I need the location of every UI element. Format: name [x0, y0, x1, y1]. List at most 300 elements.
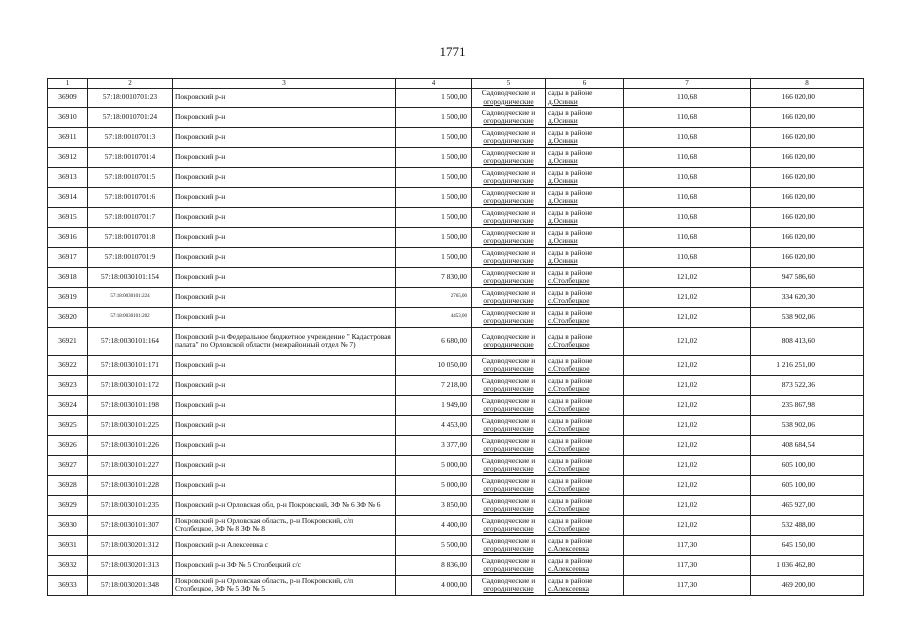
table-row [48, 227, 864, 247]
cell-cadastral-number: 57:18:0030201:312 [88, 535, 173, 555]
location-line-1: сады в районе [548, 535, 593, 545]
land-use-line-1: Садоводческие и [481, 555, 536, 565]
land-use-line-1: Садоводческие и [481, 207, 536, 217]
cell-area: 1 500,00 [396, 207, 472, 227]
header-cell: 3 [173, 79, 396, 89]
location-line-2: с.Столбецкое [548, 484, 590, 494]
table-row [48, 287, 864, 307]
cell-land-use [472, 167, 546, 187]
land-use-line-2: огороднические [483, 256, 534, 266]
cell-number: 36913 [48, 167, 88, 187]
land-use-line-2: огороднические [483, 276, 534, 286]
cell-cadastral-number: 57:18:0030101:154 [88, 267, 173, 287]
cell-cadastral-value: 645 150,00 [751, 535, 864, 555]
cell-location [546, 207, 624, 227]
land-use-line-2: огороднические [483, 216, 534, 226]
cell-specific-value: 110,68 [624, 147, 751, 167]
land-use-line-2: огороднические [483, 584, 534, 594]
cell-address: Покровский р-н [173, 415, 396, 435]
cell-land-use [472, 575, 546, 595]
cell-cadastral-value: 166 020,00 [751, 127, 864, 147]
land-use-line-1: Садоводческие и [481, 575, 536, 585]
cell-specific-value: 121,02 [624, 475, 751, 495]
cell-land-use [472, 88, 546, 107]
cell-location [546, 515, 624, 535]
table-row [48, 355, 864, 375]
land-use-line-2: огороднические [483, 156, 534, 166]
cell-address: Покровский р-н [173, 267, 396, 287]
header-cell: 2 [88, 79, 173, 89]
cell-number: 36928 [48, 475, 88, 495]
header-cell: 5 [472, 79, 546, 89]
cell-land-use [472, 355, 546, 375]
header-cell: 7 [624, 79, 751, 89]
cell-specific-value: 117,30 [624, 535, 751, 555]
land-use-line-1: Садоводческие и [481, 495, 536, 505]
cell-area: 5 500,00 [396, 535, 472, 555]
land-use-line-1: Садоводческие и [481, 515, 536, 525]
land-use-line-1: Садоводческие и [481, 307, 536, 317]
location-line-2: с.Алексеевка [548, 544, 590, 554]
cell-cadastral-value: 808 413,60 [751, 327, 864, 355]
location-line-1: сады в районе [548, 475, 593, 485]
cell-location [546, 127, 624, 147]
cell-location [546, 395, 624, 415]
table-row [48, 415, 864, 435]
cell-land-use [472, 495, 546, 515]
location-line-1: сады в районе [548, 575, 593, 585]
cell-address: Покровский р-н [173, 207, 396, 227]
cell-cadastral-number: 57:18:0030101:227 [88, 455, 173, 475]
cell-location [546, 227, 624, 247]
cell-cadastral-value: 166 020,00 [751, 167, 864, 187]
header-cell: 4 [396, 79, 472, 89]
location-line-1: сады в районе [548, 88, 593, 98]
cell-specific-value: 121,02 [624, 515, 751, 535]
land-use-line-1: Садоводческие и [481, 267, 536, 277]
land-use-line-1: Садоводческие и [481, 287, 536, 297]
table-row [48, 475, 864, 495]
table-row [48, 167, 864, 187]
cell-specific-value: 110,68 [624, 167, 751, 187]
cell-address: Покровский р-н Орловская область, р-н Покровский, с/п Столбецкое, ЗФ № 5 ЗФ № 5 [173, 575, 396, 595]
cell-area: 10 050,00 [396, 355, 472, 375]
cell-location [546, 535, 624, 555]
cell-cadastral-value: 166 020,00 [751, 187, 864, 207]
table-row [48, 435, 864, 455]
cell-number: 36922 [48, 355, 88, 375]
location-line-1: сады в районе [548, 147, 593, 157]
cell-number: 36917 [48, 247, 88, 267]
cell-cadastral-number: 57:18:0030101:225 [88, 415, 173, 435]
location-line-2: д.Осинки [548, 216, 578, 226]
cell-cadastral-value: 166 020,00 [751, 247, 864, 267]
land-use-line-1: Садоводческие и [481, 331, 536, 341]
cell-area: 3 850,00 [396, 495, 472, 515]
cell-location [546, 107, 624, 127]
cell-location [546, 147, 624, 167]
land-use-line-2: огороднические [483, 236, 534, 246]
cell-number: 36919 [48, 287, 88, 307]
cell-cadastral-value: 538 902,06 [751, 415, 864, 435]
table-row [48, 575, 864, 595]
cell-cadastral-number: 57:18:0030201:348 [88, 575, 173, 595]
cell-area: 1 500,00 [396, 127, 472, 147]
land-use-line-1: Садоводческие и [481, 415, 536, 425]
location-line-2: с.Столбецкое [548, 464, 590, 474]
cell-location [546, 307, 624, 327]
cell-land-use [472, 415, 546, 435]
cell-address: Покровский р-н [173, 435, 396, 455]
cell-address: Покровский р-н [173, 167, 396, 187]
cell-cadastral-number: 57:18:0010701:8 [88, 227, 173, 247]
cell-address: Покровский р-н [173, 147, 396, 167]
table-row [48, 375, 864, 395]
table-row [48, 88, 864, 107]
cell-address: Покровский р-н [173, 187, 396, 207]
header-row [48, 79, 864, 89]
cell-specific-value: 110,68 [624, 187, 751, 207]
cell-land-use [472, 287, 546, 307]
cell-number: 36933 [48, 575, 88, 595]
cell-location [546, 475, 624, 495]
cell-location [546, 375, 624, 395]
table-row [48, 555, 864, 575]
land-use-line-2: огороднические [483, 444, 534, 454]
cell-cadastral-value: 166 020,00 [751, 107, 864, 127]
cell-area: 4453,00 [396, 307, 472, 327]
cell-address: Покровский р-н [173, 375, 396, 395]
cell-cadastral-value: 465 927,00 [751, 495, 864, 515]
cell-specific-value: 110,68 [624, 247, 751, 267]
cell-address: Покровский р-н [173, 127, 396, 147]
cell-land-use [472, 307, 546, 327]
land-use-line-2: огороднические [483, 296, 534, 306]
location-line-1: сады в районе [548, 207, 593, 217]
location-line-2: д.Осинки [548, 156, 578, 166]
cell-specific-value: 121,02 [624, 267, 751, 287]
cell-cadastral-value: 538 902,06 [751, 307, 864, 327]
cell-cadastral-number: 57:18:0030101:172 [88, 375, 173, 395]
cell-location [546, 88, 624, 107]
cell-cadastral-number: 57:18:0010701:23 [88, 88, 173, 107]
cell-cadastral-value: 947 586,60 [751, 267, 864, 287]
cell-address: Покровский р-н [173, 307, 396, 327]
land-use-line-2: огороднические [483, 424, 534, 434]
cell-number: 36923 [48, 375, 88, 395]
land-use-line-2: огороднические [483, 196, 534, 206]
location-line-1: сады в районе [548, 455, 593, 465]
table-row [48, 127, 864, 147]
cell-number: 36916 [48, 227, 88, 247]
cell-land-use [472, 247, 546, 267]
land-use-line-2: огороднические [483, 504, 534, 514]
cell-cadastral-number: 57:18:0030101:198 [88, 395, 173, 415]
land-use-line-1: Садоводческие и [481, 475, 536, 485]
cell-cadastral-number: 57:18:0030101:226 [88, 435, 173, 455]
cell-address: Покровский р-н [173, 247, 396, 267]
location-line-1: сады в районе [548, 307, 593, 317]
cell-cadastral-number: 57:18:0030201:313 [88, 555, 173, 575]
cell-cadastral-value: 334 620,30 [751, 287, 864, 307]
cell-land-use [472, 555, 546, 575]
location-line-1: сады в районе [548, 247, 593, 257]
cell-cadastral-value: 408 684,54 [751, 435, 864, 455]
cell-area: 4 000,00 [396, 575, 472, 595]
cell-number: 36909 [48, 88, 88, 107]
land-use-line-2: огороднические [483, 544, 534, 554]
cell-location [546, 555, 624, 575]
land-use-line-1: Садоводческие и [481, 455, 536, 465]
cell-land-use [472, 475, 546, 495]
land-use-line-1: Садоводческие и [481, 375, 536, 385]
location-line-2: д.Осинки [548, 196, 578, 206]
header-cell: 6 [546, 79, 624, 89]
cell-cadastral-number: 57:18:0010701:3 [88, 127, 173, 147]
cell-cadastral-value: 605 100,00 [751, 455, 864, 475]
cell-specific-value: 110,68 [624, 107, 751, 127]
cell-address: Покровский р-н Орловская область, р-н Покровский, с/п Столбецкое, ЗФ № 8 ЗФ № 8 [173, 515, 396, 535]
location-line-2: с.Столбецкое [548, 524, 590, 534]
land-use-line-2: огороднические [483, 564, 534, 574]
cell-location [546, 495, 624, 515]
cell-address: Покровский р-н [173, 107, 396, 127]
cell-number: 36924 [48, 395, 88, 415]
land-use-line-1: Садоводческие и [481, 167, 536, 177]
table-row [48, 187, 864, 207]
cell-area: 8 836,00 [396, 555, 472, 575]
cell-land-use [472, 535, 546, 555]
land-use-line-2: огороднические [483, 340, 534, 350]
location-line-2: д.Осинки [548, 116, 578, 126]
land-use-line-1: Садоводческие и [481, 247, 536, 257]
location-line-1: сады в районе [548, 227, 593, 237]
location-line-2: с.Столбецкое [548, 384, 590, 394]
cell-cadastral-number: 57:18:0030101:202 [88, 307, 173, 327]
cell-area: 4 453,00 [396, 415, 472, 435]
cell-cadastral-value: 1 036 462,80 [751, 555, 864, 575]
cell-specific-value: 110,68 [624, 88, 751, 107]
location-line-2: с.Столбецкое [548, 276, 590, 286]
cell-area: 1 500,00 [396, 147, 472, 167]
location-line-1: сады в районе [548, 415, 593, 425]
register-table [47, 78, 864, 596]
table-row [48, 247, 864, 267]
location-line-2: с.Столбецкое [548, 316, 590, 326]
cell-address: Покровский р-н [173, 227, 396, 247]
cell-cadastral-value: 166 020,00 [751, 88, 864, 107]
cell-area: 4 400,00 [396, 515, 472, 535]
cell-land-use [472, 107, 546, 127]
cell-number: 36930 [48, 515, 88, 535]
land-use-line-1: Садоводческие и [481, 88, 536, 98]
table-row [48, 395, 864, 415]
cell-number: 36910 [48, 107, 88, 127]
cell-area: 5 000,00 [396, 455, 472, 475]
location-line-2: д.Осинки [548, 136, 578, 146]
cell-cadastral-value: 532 488,00 [751, 515, 864, 535]
location-line-1: сады в районе [548, 355, 593, 365]
cell-specific-value: 121,02 [624, 435, 751, 455]
land-use-line-2: огороднические [483, 116, 534, 126]
location-line-2: с.Столбецкое [548, 364, 590, 374]
location-line-2: д.Осинки [548, 256, 578, 266]
cell-specific-value: 121,02 [624, 355, 751, 375]
cell-area: 6 680,00 [396, 327, 472, 355]
location-line-1: сады в районе [548, 107, 593, 117]
land-use-line-1: Садоводческие и [481, 227, 536, 237]
cell-address: Покровский р-н Орловская обл, р-н Покровский, ЗФ № 6 ЗФ № 6 [173, 495, 396, 515]
land-use-line-2: огороднические [483, 404, 534, 414]
cell-cadastral-value: 166 020,00 [751, 207, 864, 227]
cell-location [546, 267, 624, 287]
location-line-2: с.Алексеевка [548, 564, 590, 574]
cell-location [546, 355, 624, 375]
cell-cadastral-number: 57:18:0010701:5 [88, 167, 173, 187]
cell-cadastral-number: 57:18:0030101:307 [88, 515, 173, 535]
cell-location [546, 247, 624, 267]
header-cell: 1 [48, 79, 88, 89]
cell-cadastral-number: 57:18:0010701:7 [88, 207, 173, 227]
cell-land-use [472, 395, 546, 415]
cell-cadastral-value: 235 867,98 [751, 395, 864, 415]
land-use-line-1: Садоводческие и [481, 535, 536, 545]
table-row [48, 147, 864, 167]
cell-land-use [472, 147, 546, 167]
land-use-line-1: Садоводческие и [481, 127, 536, 137]
cell-specific-value: 110,68 [624, 127, 751, 147]
land-use-line-2: огороднические [483, 316, 534, 326]
table-row [48, 535, 864, 555]
cell-location [546, 455, 624, 475]
cell-address: Покровский р-н Федеральное бюджетное учреждение " Кадастровая палата" по Орловской области (межрайонный отдел № 7) [173, 327, 396, 355]
cell-location [546, 287, 624, 307]
page-number: 1771 [439, 44, 466, 59]
cell-number: 36920 [48, 307, 88, 327]
cell-location [546, 435, 624, 455]
cell-location [546, 415, 624, 435]
cell-address: Покровский р-н ЗФ № 5 Столбецкий с/с [173, 555, 396, 575]
cell-specific-value: 121,02 [624, 455, 751, 475]
cell-number: 36921 [48, 327, 88, 355]
cell-area: 1 500,00 [396, 187, 472, 207]
location-line-2: с.Столбецкое [548, 296, 590, 306]
location-line-2: с.Столбецкое [548, 444, 590, 454]
table-row [48, 455, 864, 475]
cell-specific-value: 117,30 [624, 555, 751, 575]
cell-area: 3 377,00 [396, 435, 472, 455]
cell-address: Покровский р-н [173, 395, 396, 415]
cell-cadastral-number: 57:18:0010701:6 [88, 187, 173, 207]
land-use-line-2: огороднические [483, 484, 534, 494]
cell-cadastral-number: 57:18:0010701:4 [88, 147, 173, 167]
table-row [48, 515, 864, 535]
cell-address: Покровский р-н [173, 355, 396, 375]
cell-specific-value: 121,02 [624, 395, 751, 415]
cell-cadastral-value: 166 020,00 [751, 227, 864, 247]
cell-number: 36911 [48, 127, 88, 147]
location-line-2: с.Алексеевка [548, 584, 590, 594]
cell-cadastral-number: 57:18:0030101:235 [88, 495, 173, 515]
land-use-line-2: огороднические [483, 136, 534, 146]
cell-cadastral-number: 57:18:0030101:171 [88, 355, 173, 375]
cell-area: 2765,00 [396, 287, 472, 307]
cell-land-use [472, 207, 546, 227]
land-use-line-2: огороднические [483, 524, 534, 534]
land-use-line-2: огороднические [483, 364, 534, 374]
cell-specific-value: 121,02 [624, 287, 751, 307]
cell-number: 36926 [48, 435, 88, 455]
cell-number: 36927 [48, 455, 88, 475]
cell-number: 36915 [48, 207, 88, 227]
location-line-1: сады в районе [548, 495, 593, 505]
location-line-1: сады в районе [548, 435, 593, 445]
location-line-2: с.Столбецкое [548, 504, 590, 514]
header-cell: 8 [751, 79, 864, 89]
cell-address: Покровский р-н [173, 88, 396, 107]
cell-specific-value: 121,02 [624, 495, 751, 515]
land-use-line-1: Садоводческие и [481, 187, 536, 197]
cell-cadastral-number: 57:18:0010701:9 [88, 247, 173, 267]
cell-cadastral-value: 469 200,00 [751, 575, 864, 595]
cell-area: 1 500,00 [396, 167, 472, 187]
cell-area: 5 000,00 [396, 475, 472, 495]
table-row [48, 327, 864, 355]
cell-cadastral-number: 57:18:0010701:24 [88, 107, 173, 127]
table-row [48, 267, 864, 287]
cell-land-use [472, 455, 546, 475]
cell-cadastral-value: 605 100,00 [751, 475, 864, 495]
location-line-1: сады в районе [548, 167, 593, 177]
cell-land-use [472, 267, 546, 287]
location-line-2: д.Осинки [548, 236, 578, 246]
cell-address: Покровский р-н [173, 475, 396, 495]
land-use-line-2: огороднические [483, 384, 534, 394]
location-line-1: сады в районе [548, 555, 593, 565]
cell-area: 1 500,00 [396, 88, 472, 107]
cell-land-use [472, 375, 546, 395]
cell-number: 36914 [48, 187, 88, 207]
location-line-2: д.Осинки [548, 176, 578, 186]
cell-land-use [472, 227, 546, 247]
cell-number: 36912 [48, 147, 88, 167]
cell-land-use [472, 127, 546, 147]
table-row [48, 207, 864, 227]
cell-location [546, 187, 624, 207]
cell-area: 1 500,00 [396, 247, 472, 267]
location-line-1: сады в районе [548, 395, 593, 405]
cell-address: Покровский р-н [173, 455, 396, 475]
cell-cadastral-number: 57:18:0030101:228 [88, 475, 173, 495]
cell-number: 36929 [48, 495, 88, 515]
cell-cadastral-number: 57:18:0030101:224 [88, 287, 173, 307]
cell-specific-value: 121,02 [624, 415, 751, 435]
table-row [48, 495, 864, 515]
cell-area: 7 830,00 [396, 267, 472, 287]
cell-specific-value: 121,02 [624, 327, 751, 355]
cell-cadastral-value: 873 522,36 [751, 375, 864, 395]
cell-specific-value: 121,02 [624, 375, 751, 395]
location-line-1: сады в районе [548, 287, 593, 297]
location-line-1: сады в районе [548, 127, 593, 137]
cell-land-use [472, 435, 546, 455]
land-use-line-2: огороднические [483, 96, 534, 106]
cell-specific-value: 117,30 [624, 575, 751, 595]
location-line-2: с.Столбецкое [548, 340, 590, 350]
land-use-line-1: Садоводческие и [481, 107, 536, 117]
table-row [48, 107, 864, 127]
location-line-1: сады в районе [548, 187, 593, 197]
